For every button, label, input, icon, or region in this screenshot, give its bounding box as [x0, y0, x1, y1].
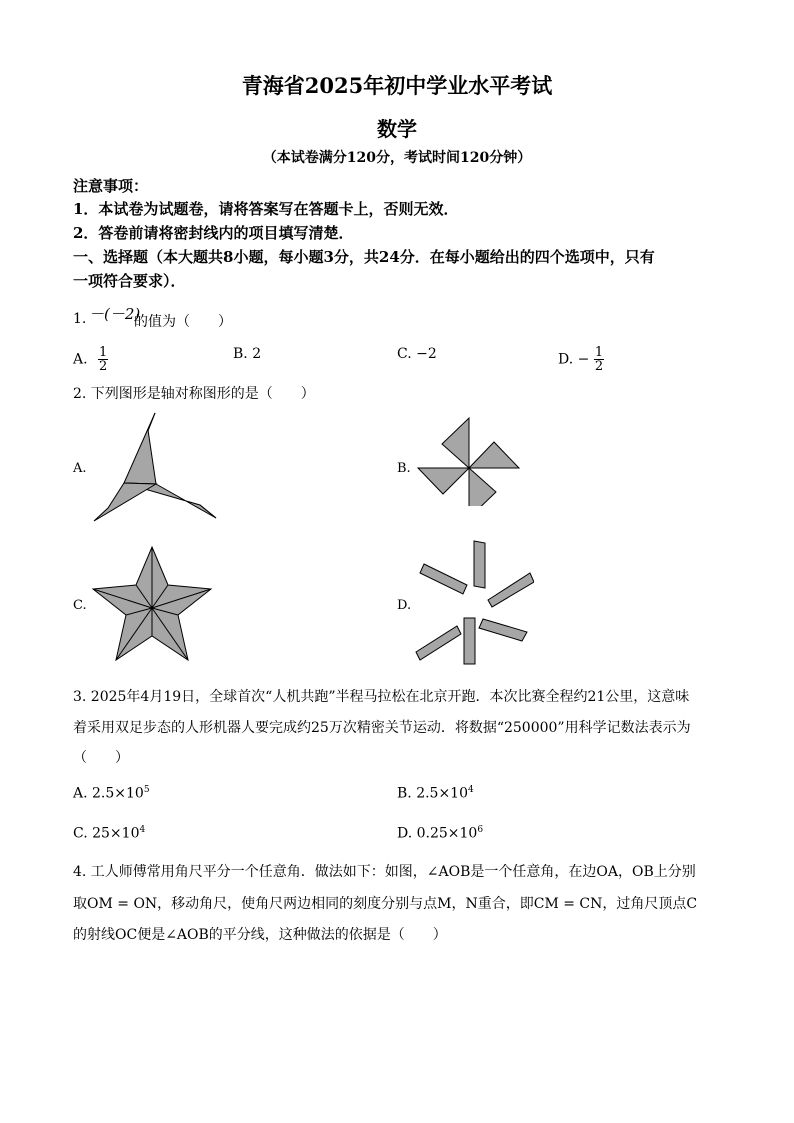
q2-figure-c-star — [90, 545, 215, 663]
q3-option-c-base: C. 25×10 — [73, 825, 140, 842]
q1-option-b: B. 2 — [233, 346, 262, 362]
notice-item-1: 1．本试卷为试题卷，请将答案写在答题卡上，否则无效． — [73, 200, 459, 218]
section-heading-line2: 一项符合要求）． — [73, 272, 186, 290]
q2-option-c-label: C. — [73, 598, 87, 613]
q4-stem-line2: 取OM = ON，移动角尺，使角尺两边相同的刻度分别与点M，N重合，即CM = CN，过角尺顶点C — [73, 896, 698, 912]
q4-stem-line1: 4. 工人师傅常用角尺平分一个任意角．做法如下：如图，∠AOB是一个任意角，在边OA，OB上分别 — [73, 864, 696, 880]
q1-option-a-denominator: 2 — [99, 359, 108, 374]
q1-option-d-fraction — [594, 346, 604, 373]
q3-option-b — [397, 785, 474, 802]
q3-option-b-exponent: 4 — [468, 785, 474, 795]
q1-option-a-label: A. — [73, 351, 88, 368]
q3-option-c — [73, 825, 145, 842]
q2-figure-d-bars — [414, 538, 534, 668]
notice-item-2: 2．答卷前请将密封线内的项目填写清楚． — [73, 224, 354, 242]
q1-option-c: C. −2 — [397, 346, 437, 362]
q3-option-b-base: B. 2.5×10 — [397, 785, 468, 802]
q2-figure-a-pinwheel-triangle — [90, 410, 225, 525]
q4-stem-line3: 的射线OC便是∠AOB的平分线，这种做法的依据是（ ） — [73, 927, 447, 943]
q1-option-d-denominator: 2 — [594, 359, 604, 374]
q3-option-c-exponent: 4 — [139, 825, 146, 835]
q1-option-a-numerator: 1 — [99, 345, 108, 360]
q3-option-d-exponent: 6 — [477, 825, 484, 835]
exam-note: （本试卷满分120分，考试时间120分钟） — [262, 150, 532, 166]
q3-option-a — [73, 785, 150, 802]
q3-stem-line2: 着采用双足步态的人形机器人要完成约25万次精密关节运动．将数据“250000”用科学记数法表示为 — [73, 720, 691, 736]
q3-option-d-base: D. 0.25×10 — [397, 825, 478, 842]
q2-stem: 2. 下列图形是轴对称图形的是（ ） — [73, 386, 315, 402]
q1-option-d — [558, 346, 604, 373]
q2-option-d-label: D. — [397, 598, 412, 613]
q1-option-a-fraction — [98, 346, 108, 373]
q3-stem-line1: 3. 2025年4月19日，全球首次“人机共跑”半程马拉松在北京开跑．本次比赛全程约21公里，这意味 — [73, 689, 690, 705]
q1-expression: －(－2) — [89, 305, 141, 323]
q2-option-b-label: B. — [397, 461, 411, 476]
q1-option-a — [73, 346, 108, 373]
q1-number: 1. — [73, 311, 87, 327]
notice-heading: 注意事项： — [73, 177, 149, 195]
q2-option-a-label: A. — [73, 461, 87, 476]
q1-option-d-label: D. − — [558, 351, 590, 368]
section-heading-line1: 一、选择题（本大题共8小题，每小题3分，共24分．在每小题给出的四个选项中，只有 — [73, 248, 655, 266]
q3-stem-line3: （ ） — [73, 750, 129, 766]
exam-title: 青海省2025年初中学业水平考试 — [241, 73, 553, 98]
q1-stem: 的值为（ ） — [134, 314, 232, 330]
q3-option-d — [397, 825, 483, 842]
q1-option-d-numerator: 1 — [594, 345, 604, 360]
q2-figure-b-pinwheel — [414, 416, 522, 506]
subject-title: 数学 — [377, 117, 417, 141]
q3-option-a-base: A. 2.5×10 — [73, 785, 144, 802]
q3-option-a-exponent: 5 — [143, 785, 150, 795]
